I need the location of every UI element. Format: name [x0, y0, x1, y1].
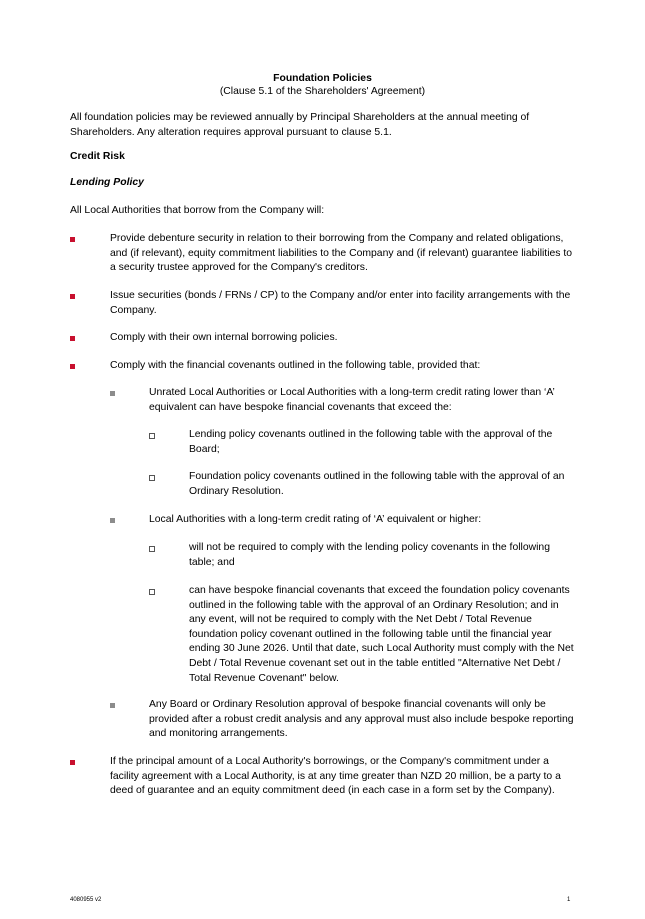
grey-square-bullet-icon	[110, 391, 115, 396]
lead-in-paragraph: All Local Authorities that borrow from the Company will:	[70, 205, 325, 216]
grey-square-bullet-icon	[110, 518, 115, 523]
footer-doc-ref: 4080955 v2	[70, 897, 102, 903]
red-square-bullet-icon	[70, 237, 75, 242]
sub-sub-list-item-text: will not be required to comply with the lending policy covenants in the following table; and	[189, 542, 550, 568]
list-item-text: Comply with their own internal borrowing policies.	[110, 332, 338, 343]
hollow-square-bullet-icon	[149, 589, 155, 595]
page-title: Foundation Policies	[273, 73, 372, 84]
list-item-text: Comply with the financial covenants outlined in the following table, provided that:	[110, 360, 481, 371]
list-item-text: Issue securities (bonds / FRNs / CP) to the Company and/or enter into facility arrangements with the Company.	[110, 290, 571, 316]
sub-list-item-text: Any Board or Ordinary Resolution approval of bespoke financial covenants will only be provided after a robust credit analysis and any approval must also include bespoke reporting and monitoring arrangements.	[149, 699, 574, 740]
hollow-square-bullet-icon	[149, 475, 155, 481]
red-square-bullet-icon	[70, 364, 75, 369]
intro-paragraph: All foundation policies may be reviewed annually by Principal Shareholders at the annual meeting of Shareholders. Any alteration requires approval pursuant to clause 5.1.	[70, 112, 530, 138]
sub-sub-list-item-text: Lending policy covenants outlined in the following table with the approval of the Board;	[189, 429, 553, 455]
hollow-square-bullet-icon	[149, 546, 155, 552]
footer-page-number: 1	[567, 897, 571, 903]
red-square-bullet-icon	[70, 294, 75, 299]
hollow-square-bullet-icon	[149, 433, 155, 439]
subsection-heading: Lending Policy	[70, 177, 144, 188]
sub-sub-list-item-text: can have bespoke financial covenants that exceed the foundation policy covenants outlined in the following table with the approval of an Ordinary Resolution; and in any event, will not be required to comply with the Net Debt / Total Revenue foundation policy covenant outlined in the following table until the financial year ending 30 June 2026. Until that date, such Local Authority must comply with the Net Debt / Total Revenue covenant set out in the table entitled "Alternative Net Debt / Total Revenue Covenant" below.	[189, 585, 574, 684]
sub-sub-list-item-text: Foundation policy covenants outlined in the following table with the approval of an Ordinary Resolution.	[189, 471, 565, 497]
page-subtitle: (Clause 5.1 of the Shareholders' Agreement)	[219, 86, 426, 97]
list-item-text: If the principal amount of a Local Authority's borrowings, or the Company's commitment under a facility agreement with a Local Authority, is at any time greater than NZD 20 million, be a party to a deed of guarantee and an equity commitment deed (in each case in a form set by the Company).	[110, 756, 561, 797]
list-item-text: Provide debenture security in relation to their borrowing from the Company and related obligations, and (if relevant), equity commitment liabilities to the Company and (if relevant) guarantee liabilities to a security trustee approved for the Company's creditors.	[110, 233, 573, 274]
sub-list-item-text: Unrated Local Authorities or Local Authorities with a long-term credit rating lower than ‘A’ equivalent can have bespoke financial covenants that exceed the:	[149, 387, 555, 413]
sub-list-item-text: Local Authorities with a long-term credit rating of ‘A’ equivalent or higher:	[149, 514, 482, 525]
section-heading: Credit Risk	[70, 151, 125, 162]
red-square-bullet-icon	[70, 336, 75, 341]
grey-square-bullet-icon	[110, 703, 115, 708]
red-square-bullet-icon	[70, 760, 75, 765]
